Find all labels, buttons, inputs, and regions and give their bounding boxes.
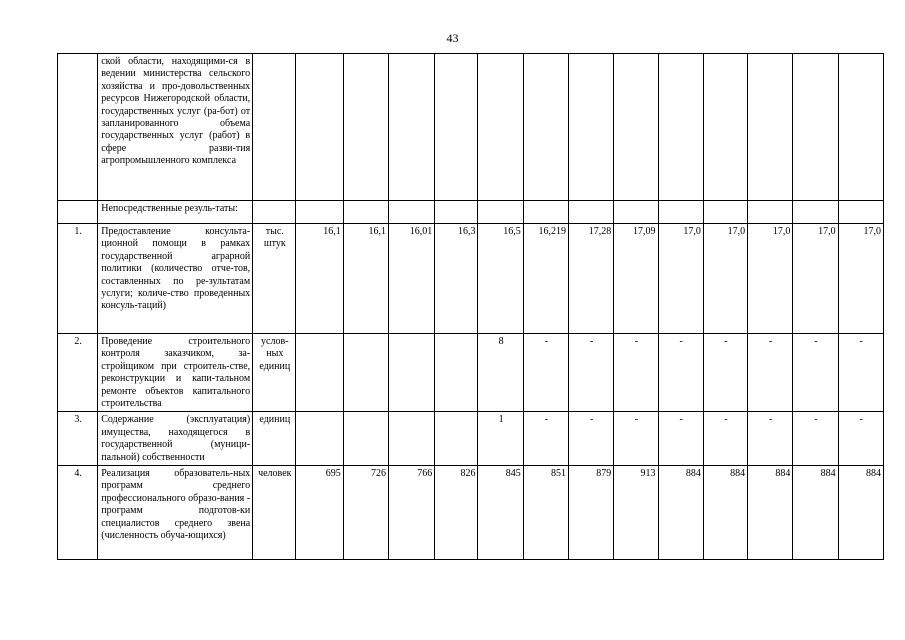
value-cell: -: [658, 334, 703, 412]
row-number: 1.: [58, 224, 98, 334]
value-cell: [343, 412, 388, 466]
value-cell: 16,01: [388, 224, 434, 334]
value-cell: 884: [838, 466, 883, 560]
value-cell: -: [748, 412, 793, 466]
page-number: 43: [446, 31, 459, 45]
row-unit: единиц: [253, 412, 296, 466]
value-cell: [296, 334, 343, 412]
value-cell: [296, 412, 343, 466]
value-cell: -: [614, 334, 658, 412]
value-cell: 17,09: [614, 224, 658, 334]
value-cell: 695: [296, 466, 343, 560]
indicators-table: [57, 53, 884, 560]
table-row-results-heading: [58, 201, 884, 224]
value-cell: 1: [478, 412, 523, 466]
value-cell: [388, 412, 434, 466]
row-description: Предоставление консульта-ционной помощи в рамках государственной аграрной политики (количество отче-тов, составленных по ре-зультатам услуги; количе-ство проведенных консуль-таций): [98, 224, 253, 334]
value-cell: -: [569, 334, 614, 412]
value-cell: 17,0: [658, 224, 703, 334]
value-cell: 884: [793, 466, 838, 560]
table-row: [58, 224, 884, 334]
value-cell: -: [703, 334, 747, 412]
value-cell: 726: [343, 466, 388, 560]
value-cell: 879: [569, 466, 614, 560]
value-cell: -: [748, 334, 793, 412]
table-row: [58, 334, 884, 412]
value-cell: [435, 334, 478, 412]
continuation-description: ской области, находящими-ся в ведении министерства сельского хозяйства и про-довольственных ресурсов Нижегородской области, государственных услуг (ра-бот) от запланированного объема государственных услуг (работ) в сфере разви-тия агропромышленного комплекса: [98, 54, 253, 201]
value-cell: 17,0: [703, 224, 747, 334]
value-cell: -: [523, 412, 568, 466]
value-cell: 17,28: [569, 224, 614, 334]
value-cell: 884: [658, 466, 703, 560]
row-description: Проведение строительного контроля заказчиком, за-стройщиком при строитель-стве, реконструкции и капи-тальном ремонте объектов капитального строительства: [98, 334, 253, 412]
table-row: [58, 466, 884, 560]
value-cell: 16,3: [435, 224, 478, 334]
value-cell: -: [614, 412, 658, 466]
value-cell: -: [838, 334, 883, 412]
row-unit: тыс. штук: [253, 224, 296, 334]
value-cell: 766: [388, 466, 434, 560]
value-cell: -: [838, 412, 883, 466]
row-number: 3.: [58, 412, 98, 466]
value-cell: 16,5: [478, 224, 523, 334]
value-cell: -: [523, 334, 568, 412]
value-cell: 17,0: [748, 224, 793, 334]
value-cell: 884: [703, 466, 747, 560]
value-cell: [435, 412, 478, 466]
value-cell: 851: [523, 466, 568, 560]
value-cell: 826: [435, 466, 478, 560]
num-cell: [58, 54, 98, 201]
row-description: Реализация образователь-ных программ среднего профессионального образо-вания - программ подготов-ки специалистов среднего звена (численность обуча-ющихся): [98, 466, 253, 560]
value-cell: -: [658, 412, 703, 466]
value-cell: 17,0: [838, 224, 883, 334]
value-cell: -: [569, 412, 614, 466]
value-cell: 913: [614, 466, 658, 560]
value-cell: 8: [478, 334, 523, 412]
value-cell: 17,0: [793, 224, 838, 334]
table-row-continuation: [58, 54, 884, 201]
value-cell: 845: [478, 466, 523, 560]
row-description: Содержание (эксплуатация) имущества, находящегося в государственной (муници-пальной) собственности: [98, 412, 253, 466]
row-unit: человек: [253, 466, 296, 560]
value-cell: 884: [748, 466, 793, 560]
value-cell: -: [793, 334, 838, 412]
table-row: [58, 412, 884, 466]
row-number: 2.: [58, 334, 98, 412]
value-cell: 16,219: [523, 224, 568, 334]
value-cell: [388, 334, 434, 412]
row-unit: услов-ных единиц: [253, 334, 296, 412]
row-number: 4.: [58, 466, 98, 560]
value-cell: [343, 334, 388, 412]
value-cell: 16,1: [343, 224, 388, 334]
results-heading: Непосредственные резуль-таты:: [98, 201, 253, 224]
value-cell: -: [703, 412, 747, 466]
value-cell: 16,1: [296, 224, 343, 334]
value-cell: -: [793, 412, 838, 466]
